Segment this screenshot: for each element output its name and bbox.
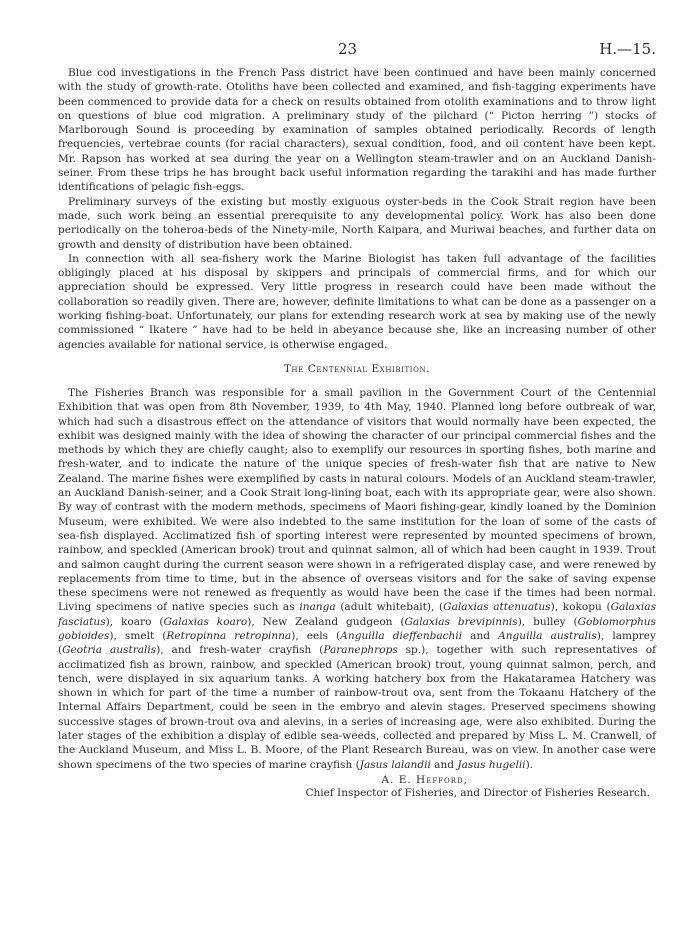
species-name: Geotria australis <box>62 644 157 657</box>
page-header <box>58 40 656 66</box>
signature-name: A. E. Hefford, <box>381 773 468 786</box>
species-name: Galaxias brevipinnis <box>404 615 518 628</box>
document-reference: H.—15. <box>599 40 656 58</box>
species-name: Retropinna retropinna <box>166 629 292 642</box>
species-name: Anguilla australis <box>498 629 597 642</box>
paragraph-centennial-exhibition: The Fisheries Branch was responsible for a small pavilion in the Government Court of the Centennial Exhibition that was open from 8th November, 1939, to 4th May, 1940. Planned long before outbreak of war, which had such a disastrous effect on the attendance of visitors that would normally have been expected, the exhibit was designed mainly with the idea of showing the character of our principal commercial fishes and the methods by which they are chiefly caught; also to exemplify our resources in sporting fishes, both marine and fresh-water, and to indicate the nature of the unique species of fresh-water fish that are native to New Zealand. The marine fishes were exemplified by casts in natural colours. Models of an Auckland steam-trawler, an Auckland Danish-seiner, and a Cook Strait long-lining boat, each with its appropriate gear, were also shown. By way of contrast with the modern methods, specimens of Maori fishing-gear, kindly loaned by the Dominion Museum, were exhibited. We were also indebted to the same institution for the loan of some of the casts of sea-fish displayed. Acclimatized fish of sporting interest were represented by mounted specimens of brown, rainbow, and speckled (American brook) trout and quinnat salmon, all of which had been caught in 1939. Trout and salmon caught during the current season were shown in a refrigerated display case, and were renewed by replacements from time to time, but in the absence of overseas visitors and for the sake of saving expense these specimens were not renewed as frequently as would have been the case if the times had been normal. Living specimens of native species such as inanga (adult whitebait), (Galaxias attenuatus), kokopu (Galaxias fasciatus), koaro (Galaxias koaro), New Zealand gudgeon (Galaxias brevipinnis), bulley (Gobiomorphus gobioides), smelt (Retropinna retropinna), eels (Anguilla dieffenbachii and Anguilla australis), lamprey (Geotria australis), and fresh-water crayfish (Paranephrops sp.), together with such representatives of acclimatized fish as brown, rainbow, and speckled (American brook) trout, young quinnat salmon, perch, and tench, were displayed in six aquarium tanks. A working hatchery box from the Hakataramea Hatchery was shown in which for part of the time a number of rainbow-trout ova, sent from the Tokaanu Hatchery of the Internal Affairs Department, could be seen in the embryo and alevin stages. Preserved specimens showing successive stages of brown-trout ova and alevins, in a series of increasing age, were also exhibited. During the later stages of the exhibition a display of edible sea-weeds, collected and prepared by Miss L. M. Cranwell, of the Auckland Museum, and Miss L. B. Moore, of the Plant Research Bureau, was on view. In another case were shown specimens of the two species of marine crayfish (Jasus lalandii and Jasus hugelii). <box>58 386 657 771</box>
document-page <box>58 40 656 799</box>
page-number: 23 <box>338 40 358 58</box>
species-name: Galaxias fasciatus <box>58 601 656 628</box>
section-heading: The Centennial Exhibition. <box>283 362 431 375</box>
species-name: inanga <box>299 601 336 614</box>
paragraph-sea-fishery: In connection with all sea-fishery work the Marine Biologist has taken full advantage of the facilities obligingly placed at his disposal by skippers and principals of commercial firms, and for which our appreciation should be expressed. Very little progress in research could have been made without the collaboration so readily given. There are, however, definite limitations to what can be done as a passenger on a working fishing-boat. Unfortunately, our plans for extending research work at sea by making use of the newly commissioned “ Ikatere ” have had to be held in abeyance because she, like an increasing number of other agencies available for national service, is otherwise engaged. <box>58 252 656 351</box>
species-name: Galaxias attenuatus <box>443 601 551 614</box>
species-name: Gobiomorphus gobioides <box>58 615 657 642</box>
paragraph-oyster-beds: Preliminary surveys of the existing but mostly exiguous oyster-beds in the Cook Strait region have been made, such work being an essential prerequisite to any developmental policy. Work has also been done periodically on the toheroa-beds of the Ninety-mile, North Kaipara, and Muriwai beaches, and further data on growth and density of distribution have been obtained. <box>58 195 656 251</box>
signature-title: Chief Inspector of Fisheries, and Director of Fisheries Research. <box>305 786 650 799</box>
species-name: Anguilla dieffenbachii <box>340 629 463 642</box>
paragraph-blue-cod: Blue cod investigations in the French Pass district have been continued and have been mainly concerned with the study of growth-rate. Otoliths have been collected and examined, and fish-tagging experiments have been commenced to provide data for a check on results obtained from otolith examinations and to throw light on questions of blue cod migration. A preliminary study of the pilchard (“ Picton herring ”) stocks of Marlborough Sound is proceeding by examination of samples obtained periodically. Records of length frequencies, vertebrae counts (for racial characters), sexual condition, food, and oil content have been kept. Mr. Rapson has worked at sea during the year on a Wellington steam-trawler and on an Auckland Danish-seiner. From these trips he has brought back useful information regarding the tarakihi and has made further identifications of pelagic fish-eggs. <box>58 67 656 194</box>
species-name: Galaxias koaro <box>163 615 248 628</box>
species-name: Jasus hugelii <box>457 758 526 771</box>
species-name: Jasus lalandii <box>359 758 431 771</box>
species-name: Paranephrops <box>323 644 398 657</box>
